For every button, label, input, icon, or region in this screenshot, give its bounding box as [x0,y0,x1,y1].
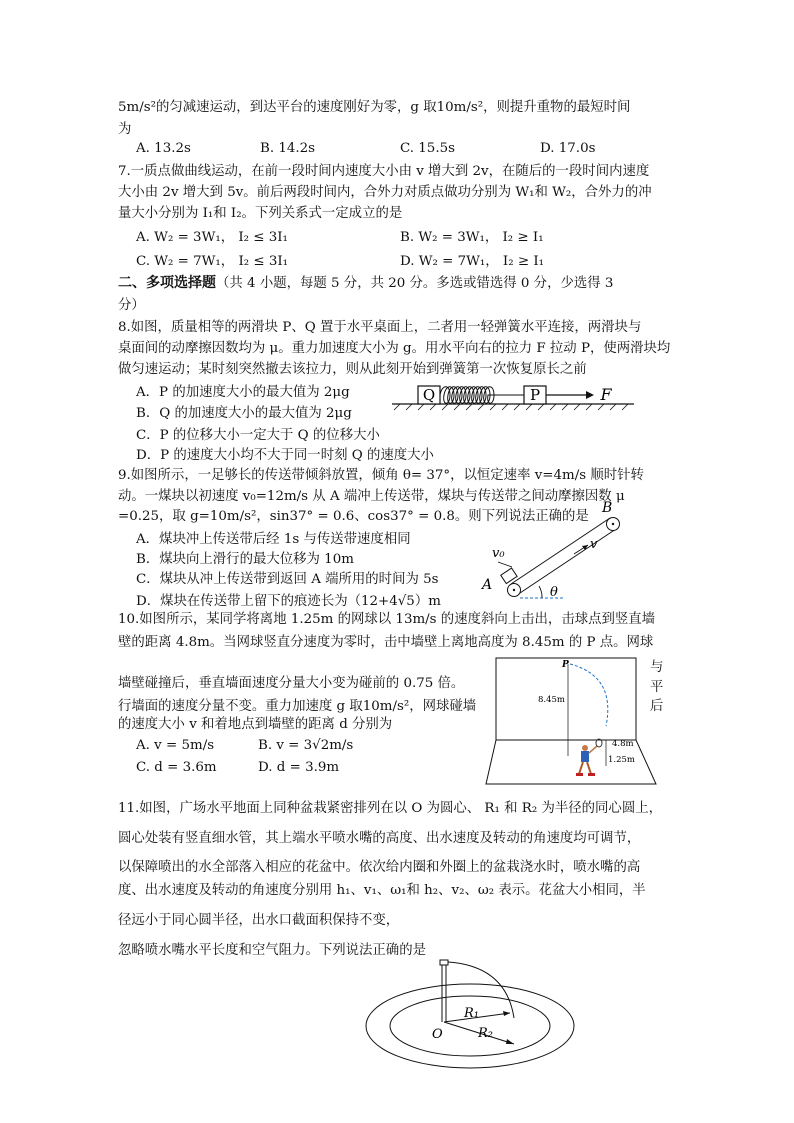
q11-line1: 11.如图，广场水平地面上同种盆栽紧密排列在以 O 为圆心、 R₁ 和 R₂ 为半径的同心圆上， [118,801,662,816]
q6-line1: 5m/s²的匀减速运动，到达平台的速度刚好为零，g 取10m/s²，则提升重物的最短时间 [118,100,631,115]
q8-option-c: C．P 的位移大小一定大于 Q 的位移大小 [136,428,380,443]
q8-line3: 做匀速运动；某时刻突然撤去该拉力，则从此刻开始到弹簧第一次恢复原长之前 [118,362,587,377]
q8-line2: 桌面间的动摩擦因数均为 μ。重力加速度大小为 g。用水平向右的拉力 F 拉动 P，使两滑块均 [118,341,671,356]
q7-option-a: A. W₂ = 3W₁， I₂ ≤ 3I₁ [136,230,288,245]
belt-bottom [517,529,616,595]
end-b-label: B [602,500,613,516]
tennis-wall-figure [486,656,662,788]
q9-line2: 动。一煤块以初速度 v₀=12m/s 从 A 端冲上传送带，煤块与传送带之间动摩擦因数 μ [118,489,625,504]
q10-line5: 的速度大小 v 和着地点到墙壁的距离 d 分别为 [118,717,393,732]
v0-label: v₀ [492,546,505,561]
q8-option-a: A．P 的加速度大小的最大值为 2μg [136,385,350,400]
angle-label: θ [550,585,558,600]
force-label: F [600,385,612,404]
v0-arrow [498,562,512,567]
block-p-label: P [529,386,541,404]
q11-line5: 径远小于同心圆半径，出水口截面积保持不变， [118,913,400,928]
q11-line4: 度、出水速度及转动的角速度分别用 h₁、v₁、ω₁和 h₂、v₂、ω₂ 表示。花盆大小相同，半 [118,883,646,898]
center-o-label: O [432,1027,443,1042]
q6-option-a: A. 13.2s [136,141,191,156]
q10-option-b: B. v = 3√2m/s [258,738,354,753]
force-arrow-head [586,391,594,399]
q6-option-d: D. 17.0s [540,141,596,156]
q10-line3-tail: 与 [650,660,664,675]
q10-option-c: C. d = 3.6m [136,760,217,775]
q7-line2: 大小由 2v 增大到 5v。前后两段时间内，合外力对质点做功分别为 W₁和 W₂，合外力的冲 [118,185,652,200]
block-q-label: Q [422,386,436,404]
q6-option-c: C. 15.5s [400,141,455,156]
q7-line1: 7.一质点做曲线运动，在前一段时间内速度大小由 v 增大到 2v，在随后的一段时间内速度 [118,164,650,179]
conveyor-figure [476,500,644,605]
r1-label: R₁ [464,1006,479,1021]
q8-line1: 8.如图，质量相等的两滑块 P、Q 置于水平桌面上，二者用一轻弹簧水平连接，两滑块与 [118,320,642,335]
ground-hatch [394,404,628,410]
wall [496,658,636,740]
distance-48-label: 4.8m [612,739,634,749]
q7-option-d: D. W₂ = 7W₁， I₂ ≥ I₁ [400,254,544,269]
outer-circle [366,984,574,1068]
q10-line4-tail: 平 [650,680,664,695]
inner-circle [390,996,550,1056]
q7-line3: 量大小分别为 I₁和 I₂。下列关系式一定成立的是 [118,206,403,221]
spring [440,387,524,404]
q10-line5-tail: 后 [650,699,664,714]
section-heading-line [118,274,613,293]
q9-option-a: A．煤块冲上传送带后经 1s 与传送带速度相同 [136,532,411,547]
v-label: v [590,537,598,552]
water-arc [448,962,514,1018]
spring-blocks-figure [384,380,636,410]
q10-option-d: D. d = 3.9m [258,760,340,775]
section-note: （共 4 小题，每题 5 分，共 20 分。多选或错选得 0 分，少选得 3 [216,276,614,291]
q11-line6: 忽略喷水嘴水平长度和空气阻力。下列说法正确的是 [118,943,426,958]
end-a-label: A [482,577,493,593]
angle-arc [539,586,542,598]
q9-option-d: D．煤块在传送带上留下的痕迹长为（12+4√5）m [136,594,441,609]
section-heading: 二、多项选择题 [118,275,216,291]
q10-line4: 行墙面的速度分量不变。重力加速度 g 取10m/s²，网球碰墙 [118,699,477,714]
q11-line2: 圆心处装有竖直细水管，其上端水平喷水嘴的高度、出水速度及转动的角速度均可调节， [118,831,641,846]
q10-line1: 10.如图所示，某同学将离地 1.25m 的网球以 13m/s 的速度斜向上击出，击球点到竖直墙 [118,612,656,627]
section-note-line2: 分） [118,298,145,313]
r2-label: R₂ [478,1026,493,1041]
q11-line3: 以保障喷出的水全部落入相应的花盆中。依次给内圈和外圈上的盆栽浇水时，喷水嘴的高 [118,860,641,875]
q10-line2: 壁的距离 4.8m。当网球竖直分速度为零时，击中墙壁上离地高度为 8.45m 的 P 点。网球 [118,635,654,650]
nozzle [440,960,448,965]
q9-line3: =0.25，取 g=10m/s²，sin37° = 0.6、cos37° = 0.8。则下列说法正确的是 [118,509,589,524]
q9-line1: 9.如图所示，一足够长的传送带倾斜放置，倾角 θ= 37°，以恒定速率 v=4m/s 顺时针转 [118,468,644,483]
q7-option-c: C. W₂ = 7W₁， I₂ ≤ 3I₁ [136,254,289,269]
height-845-label: 8.45m [538,695,565,705]
q10-line3: 墙壁碰撞后，垂直墙面速度分量大小变为碰前的 0.75 倍。 [118,676,465,691]
q6-option-b: B. 14.2s [260,141,316,156]
q8-option-b: B．Q 的加速度大小的最大值为 2μg [136,406,352,421]
fountain-figure [364,958,576,1070]
q9-option-b: B．煤块向上滑行的最大位移为 10m [136,552,354,567]
q6-line2: 为 [118,122,132,137]
height-125-label: 1.25m [608,755,635,765]
q10-option-a: A. v = 5m/s [136,738,215,753]
q9-option-c: C．煤块从冲上传送带到返回 A 端所用的时间为 5s [136,572,439,587]
q7-option-b: B. W₂ = 3W₁， I₂ ≥ I₁ [400,230,544,245]
q8-option-d: D．P 的速度大小均不大于同一时刻 Q 的速度大小 [136,448,434,463]
point-p-label: P [562,660,569,670]
